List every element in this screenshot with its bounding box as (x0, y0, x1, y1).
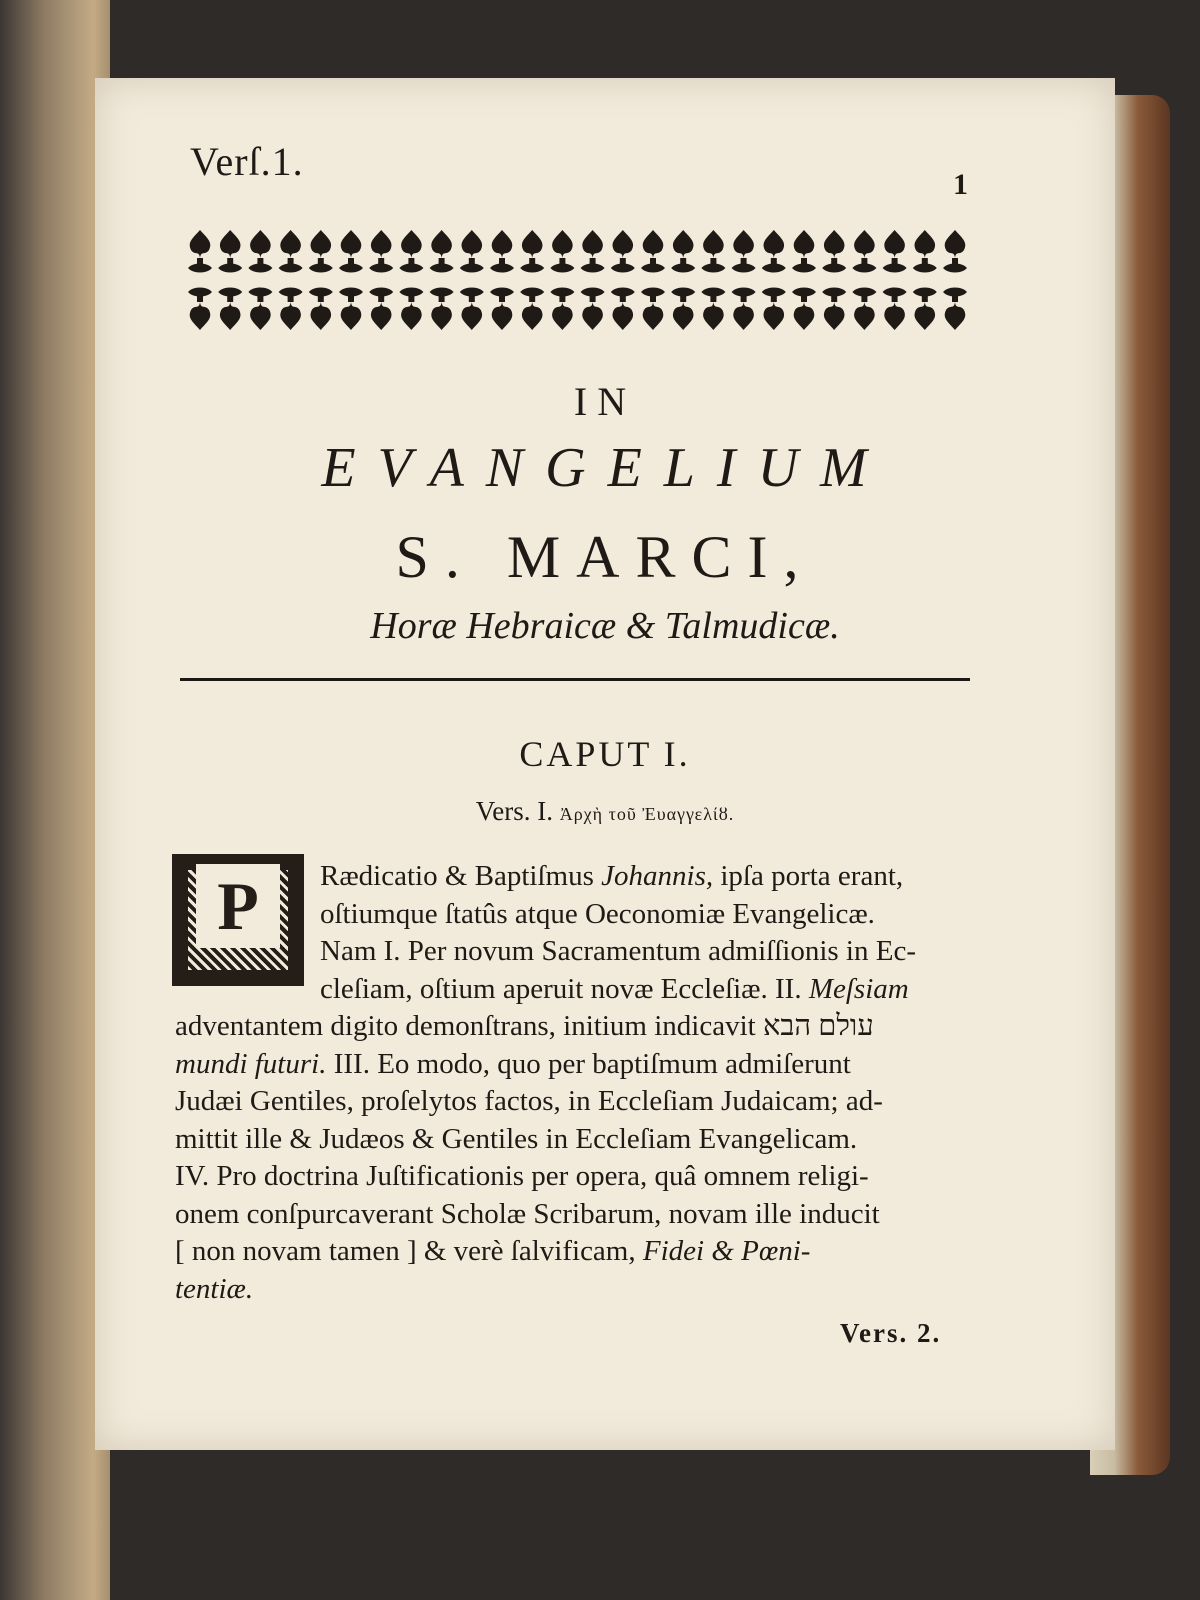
book-page (95, 78, 1115, 1450)
text-segment: adventantem digito demonſtrans, initium indicavit (175, 1010, 763, 1042)
chapter-heading: CAPUT I. (519, 734, 691, 774)
title-line-in: IN (573, 379, 637, 424)
title-subtitle: Horæ Hebraicæ & Talmudicæ. (370, 605, 840, 647)
facing-page-edge (0, 0, 110, 1600)
fleuron-ornament-band (183, 226, 973, 336)
text-line (175, 1046, 965, 1084)
text-line (175, 896, 965, 934)
text-line (175, 1121, 965, 1159)
title-line-marci: S. MARCI, (395, 524, 815, 590)
catchword: Vers. 2. (840, 1318, 942, 1348)
text-segment: IV. Pro doctrina Juſtificationis per opera, quâ omnem religi- (175, 1160, 869, 1192)
title-rule (180, 678, 970, 681)
verse-greek-text: Ἀρχὴ τοῦ Ἐυαγγελίȣ. (559, 804, 735, 824)
text-segment: [ non novam tamen ] & verè ſalvificam, (175, 1235, 643, 1267)
text-segment: cleſiam, oſtium aperuit novæ Eccleſiæ. II. (320, 972, 809, 1005)
text-line (175, 858, 965, 896)
text-segment: עולם הבא (762, 1010, 874, 1042)
text-segment: mundi futuri. (175, 1047, 327, 1080)
text-line (175, 971, 965, 1009)
verse-label: Vers. I. (475, 796, 553, 826)
text-line (175, 1158, 965, 1196)
text-line (175, 1196, 965, 1234)
text-line (175, 1008, 965, 1046)
text-segment: III. Eo modo, quo per baptiſmum admiſerunt (326, 1047, 851, 1080)
running-head-verse: Verſ.1. (190, 139, 304, 184)
text-line (175, 1271, 965, 1309)
text-segment: Meſsiam (808, 972, 909, 1005)
text-line (175, 1233, 965, 1271)
text-segment: Nam I. Per novum Sacramentum admiſſionis in Ec- (320, 935, 916, 967)
text-segment: Rædicatio & Baptiſmus (320, 860, 602, 892)
text-segment: Fidei & Pœni- (642, 1235, 811, 1267)
commentary-body (175, 858, 965, 1308)
text-segment: mittit ille & Judæos & Gentiles in Eccleſiam Evangelicam. (175, 1122, 858, 1155)
text-segment: ipſa porta erant, (713, 860, 904, 892)
initial-letter: P (196, 864, 280, 948)
title-line-evangelium: EVANGELIUM (321, 437, 889, 499)
text-segment: onem conſpurcaverant Scholæ Scribarum, novam ille inducit (175, 1197, 880, 1230)
text-line (175, 933, 965, 971)
page-number: 1 (953, 168, 968, 201)
text-segment: oſtiumque ſtatûs atque Oeconomiæ Evangelicæ. (320, 897, 875, 930)
text-line (175, 1083, 965, 1121)
verse-heading (95, 796, 1115, 827)
text-segment: Johannis, (601, 860, 714, 892)
text-segment: Judæi Gentiles, proſelytos factos, in Eccleſiam Judaicam; ad- (175, 1085, 883, 1117)
text-segment: tentiæ. (175, 1272, 254, 1305)
